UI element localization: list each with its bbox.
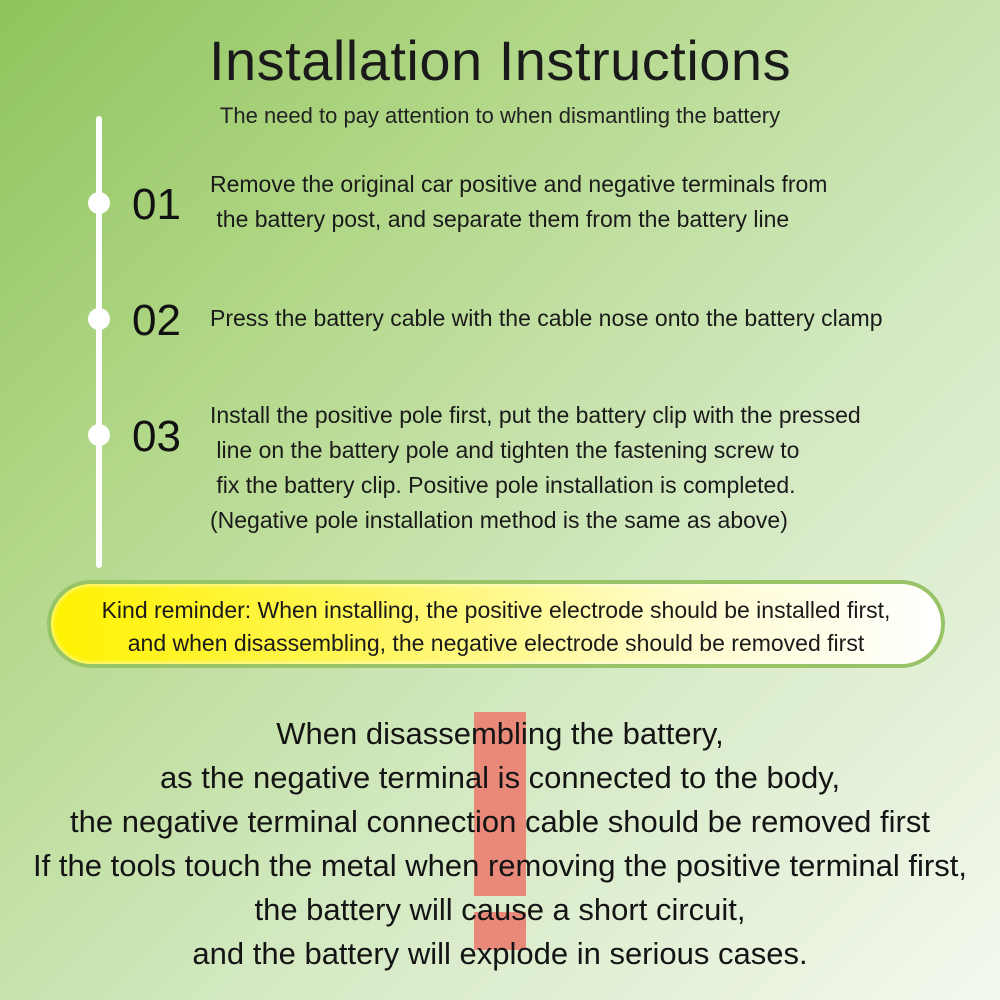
reminder-line-2: and when disassembling, the negative electrode should be removed first [127,630,865,656]
step-3-line-1: Install the positive pole first, put the battery clip with the pressed [210,402,861,428]
warning-line-3: the negative terminal connection cable should be removed first [70,804,930,839]
step-text-2 [210,301,883,336]
step-3-line-3: fix the battery clip. Positive pole installation is completed. [210,472,796,498]
step-number-1: 01 [132,180,181,229]
timeline-dot-3 [88,424,110,446]
step-1-line-1: Remove the original car positive and negative terminals from [210,171,828,197]
step-number-3: 03 [132,412,181,461]
step-3-line-2: line on the battery pole and tighten the fastening screw to [210,437,800,463]
page-subtitle: The need to pay attention to when dismantling the battery [219,103,781,128]
timeline-dot-1 [88,192,110,214]
timeline-dot-2 [88,308,110,330]
step-3-line-4: (Negative pole installation method is the same as above) [210,507,788,533]
step-text-1 [210,167,827,237]
step-number-2: 02 [132,296,181,345]
reminder-line-1: Kind reminder: When installing, the positive electrode should be installed first, [101,597,891,623]
step-2-line-1: Press the battery cable with the cable nose onto the battery clamp [210,305,883,331]
warning-line-4: If the tools touch the metal when removing the positive terminal first, [33,848,967,883]
warning-line-2: as the negative terminal is connected to the body, [159,760,841,795]
warning-line-5: the battery will cause a short circuit, [254,892,746,927]
warning-line-1: When disassembling the battery, [276,716,724,751]
timeline-line [96,116,102,568]
step-text-3 [210,398,861,538]
step-1-line-2: the battery post, and separate them from the battery line [210,206,790,232]
warning-text [0,712,1000,976]
warning-line-6: and the battery will explode in serious cases. [192,936,808,971]
page-title: Installation Instructions [208,29,792,92]
kind-reminder-banner [47,580,945,668]
